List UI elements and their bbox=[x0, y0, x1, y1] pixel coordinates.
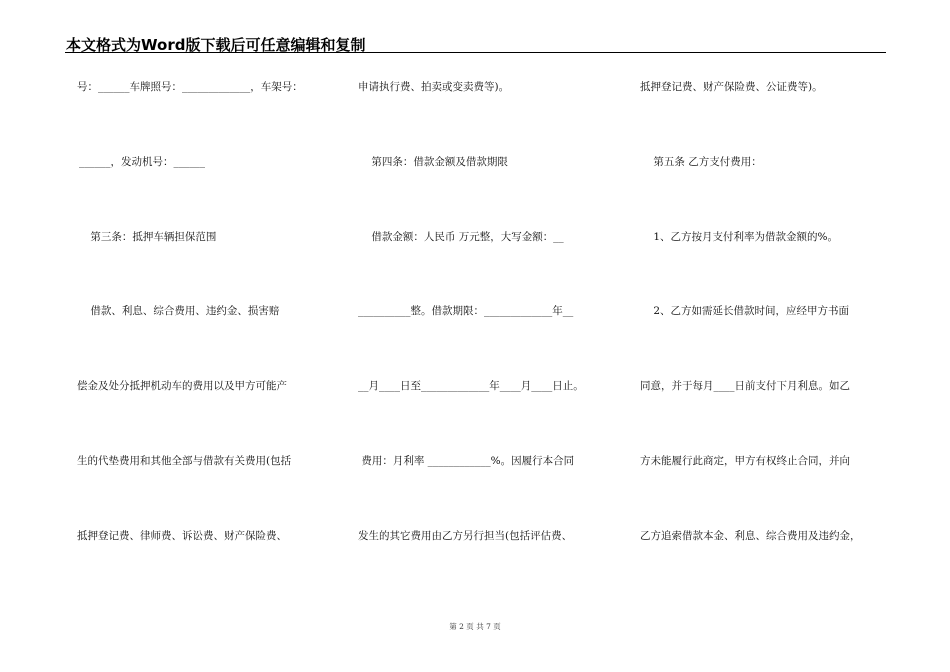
page-number: 第 2 页 共 7 页 bbox=[449, 622, 501, 631]
text-line: 发生的其它费用由乙方另行担当(包括评估费、 bbox=[358, 530, 573, 542]
text-line: 1、乙方按月支付利率为借款金额的%。 bbox=[640, 231, 839, 243]
text-line: 生的代垫费用和其他全部与借款有关费用(包括 bbox=[77, 455, 292, 467]
text-line: 方未能履行此商定，甲方有权终止合同，并向 bbox=[640, 455, 850, 467]
text-line: 抵押登记费、财产保险费、公证费等)。 bbox=[640, 81, 823, 93]
text-line: 同意，并于每月____日前支付下月利息。如乙 bbox=[640, 380, 850, 392]
text-line: __月____日至_____________年____月____日止。 bbox=[358, 380, 584, 392]
text-line: 号：______车牌照号：_____________，车架号： bbox=[77, 81, 303, 93]
text-line: 申请执行费、拍卖或变卖费等)。 bbox=[358, 81, 510, 93]
text-line: 借款金额：人民币 万元整，大写金额：__ bbox=[358, 231, 564, 243]
document-header-title: 本文格式为Word版下载后可任意编辑和复制 bbox=[66, 36, 366, 54]
text-line: 第四条：借款金额及借款期限 bbox=[358, 156, 508, 168]
text-line: 乙方追索借款本金、利息、综合费用及违约金， bbox=[640, 530, 861, 542]
text-line: ______，发动机号：______ bbox=[79, 156, 205, 168]
text-line: 2、乙方如需延长借款时间，应经甲方书面 bbox=[640, 305, 850, 317]
text-line: 借款、利息、综合费用、违约金、损害赔 bbox=[77, 305, 280, 317]
header-divider bbox=[65, 52, 886, 53]
text-line: 费用：月利率 ____________%。因履行本合同 bbox=[358, 455, 575, 467]
text-line: 偿金及处分抵押机动车的费用以及甲方可能产 bbox=[77, 380, 287, 392]
text-line: 抵押登记费、律师费、诉讼费、财产保险费、 bbox=[77, 530, 287, 542]
text-line: __________整。借款期限：_____________年__ bbox=[358, 305, 574, 317]
text-line: 第五条 乙方支付费用： bbox=[640, 156, 762, 168]
text-line: 第三条：抵押车辆担保范围 bbox=[77, 231, 217, 243]
